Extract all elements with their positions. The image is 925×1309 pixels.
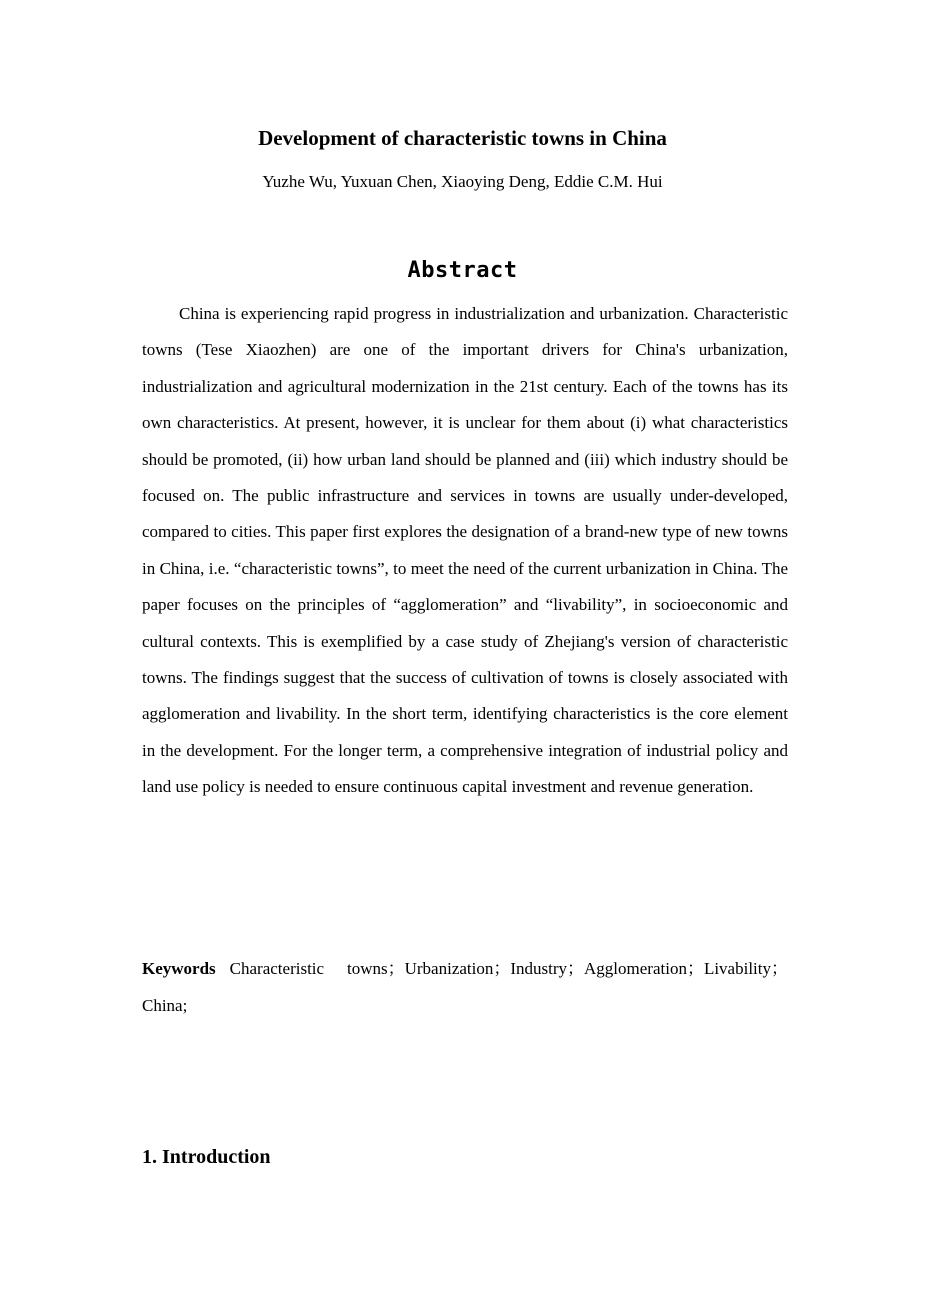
paper-title: Development of characteristic towns in China (258, 126, 667, 150)
keywords (142, 951, 788, 1024)
keywords-text: Characteristic towns；Urbanization；Industry；Agglomeration；Livability；China; (142, 959, 788, 1015)
abstract-text: China is experiencing rapid progress in industrialization and urbanization. Characteristic towns (Tese Xiaozhen) are one of the important drivers for China's urbanization, industrialization and agricultural modernization in the 21st century. Each of the towns has its own characteristics. At present, however, it is unclear for them about (i) what characteristics should be promoted, (ii) how urban land should be planned and (iii) which industry should be focused on. The public infrastructure and services in towns are usually under-developed, compared to cities. This paper first explores the designation of a brand-new type of new towns in China, i.e. “characteristic towns”, to meet the need of the current urbanization in China. The paper focuses on the principles of “agglomeration” and “livability”, in socioeconomic and cultural contexts. This is exemplified by a case study of Zhejiang's version of characteristic towns. The findings suggest that the success of cultivation of towns is closely associated with agglomeration and livability. In the short term, identifying characteristics is the core element in the development. For the longer term, a comprehensive integration of industrial policy and land use policy is needed to ensure continuous capital investment and revenue generation. (142, 304, 788, 797)
author-list: Yuzhe Wu, Yuxuan Chen, Xiaoying Deng, Eddie C.M. Hui (262, 172, 663, 191)
section-heading-introduction: 1. Introduction (142, 1146, 271, 1168)
abstract-heading: Abstract (407, 258, 518, 283)
keywords-label: Keywords (142, 959, 216, 978)
